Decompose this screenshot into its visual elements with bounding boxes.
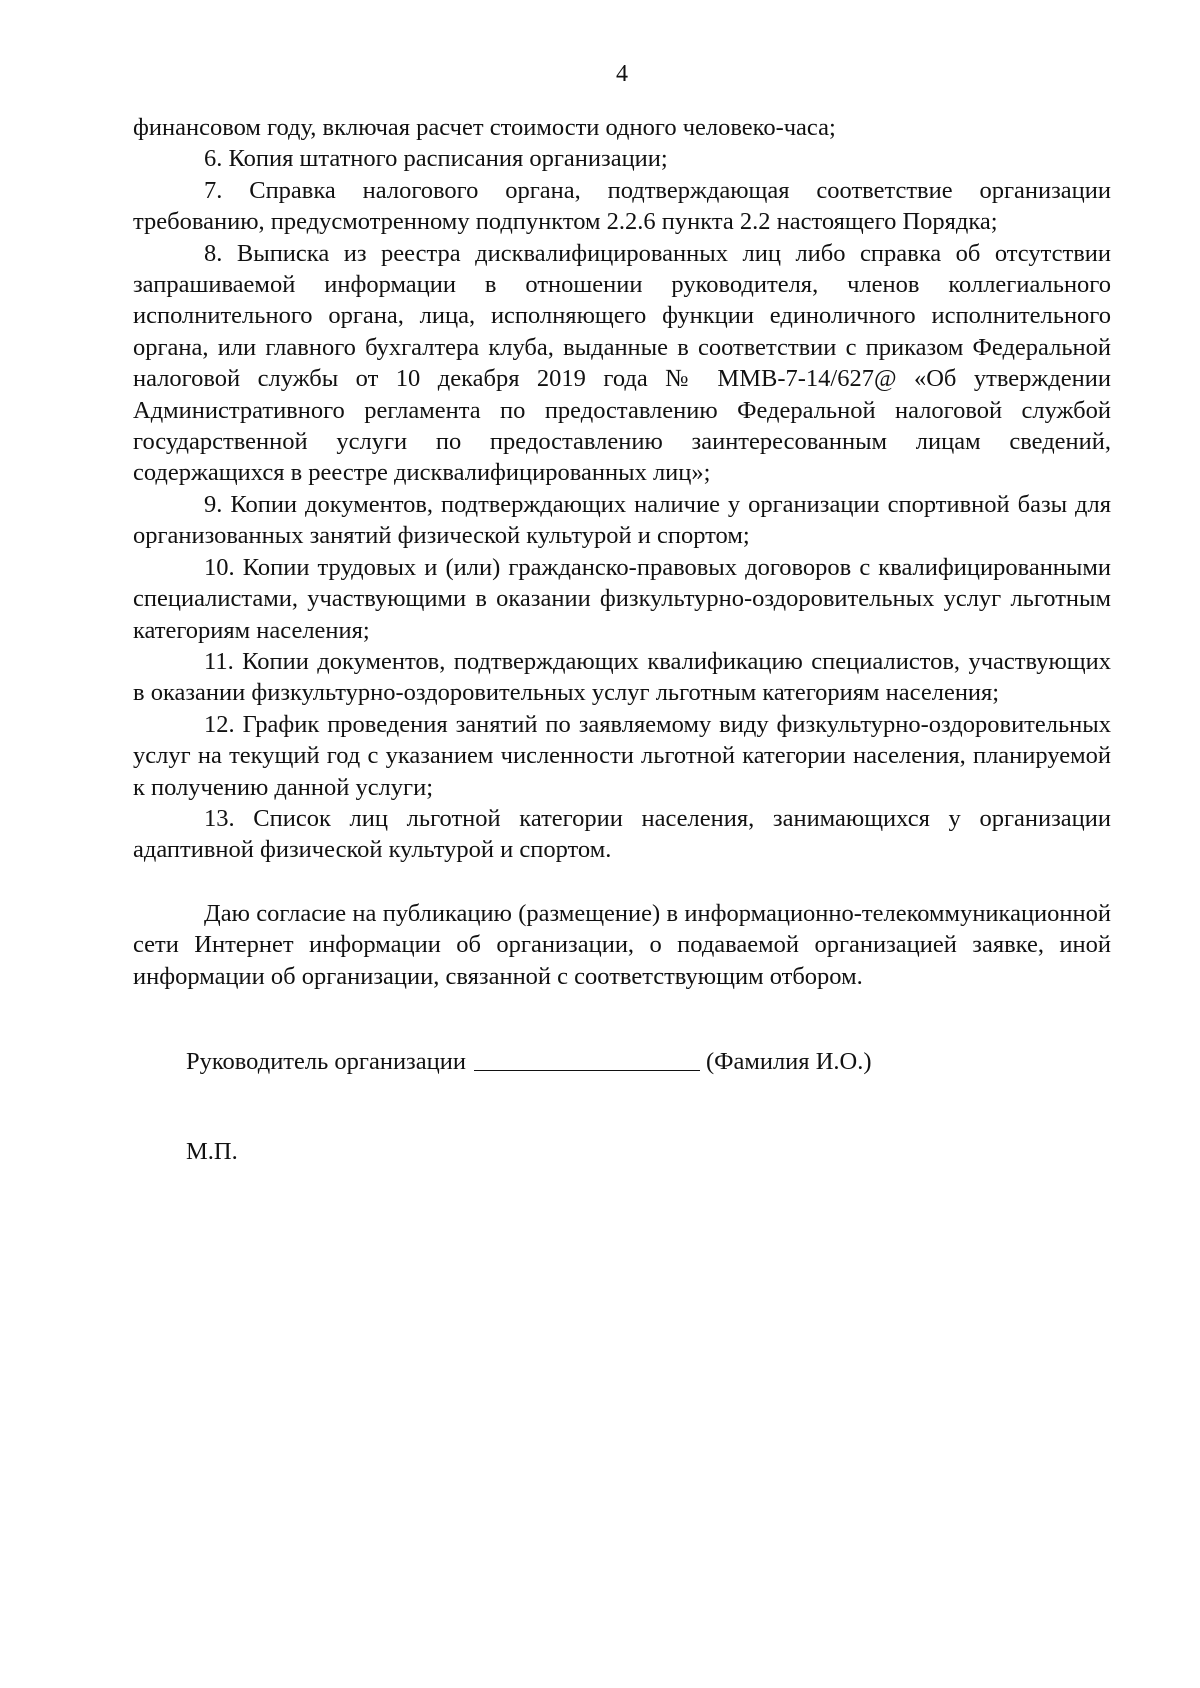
list-item-12: 12. График проведения занятий по заявляемому виду физкультурно-оздоровительных услуг на текущий год с указанием численности льготной категории населения, планируемой к получению данной услуги; [133, 710, 1111, 801]
list-item-7: 7. Справка налогового органа, подтверждающая соответствие организации требованию, предусмотренному подпунктом 2.2.6 пункта 2.2 настоящего Порядка; [133, 176, 1111, 236]
continuation-paragraph: финансовом году, включая расчет стоимости одного человеко-часа; [133, 114, 836, 141]
page-number: 4 [616, 61, 628, 87]
list-item-13: 13. Список лиц льготной категории населения, занимающихся у организации адаптивной физической культурой и спортом. [133, 804, 1111, 864]
list-item-10: 10. Копии трудовых и (или) гражданско-правовых договоров с квалифицированными специалистами, участвующими в оказании физкультурно-оздоровительных услуг льготным категориям населения; [133, 553, 1111, 644]
signature-name-hint: (Фамилия И.О.) [705, 1048, 872, 1075]
signature-label: Руководитель организации [186, 1048, 466, 1075]
list-item-11: 11. Копии документов, подтверждающих квалификацию специалистов, участвующих в оказании физкультурно-оздоровительных услуг льготным категориям населения; [133, 647, 1111, 707]
list-item-9: 9. Копии документов, подтверждающих наличие у организации спортивной базы для организованных занятий физической культурой и спортом; [133, 490, 1111, 550]
stamp-placeholder: М.П. [186, 1138, 238, 1165]
document-body [133, 112, 1111, 992]
signature-line [186, 1046, 871, 1078]
signature-blank [474, 1069, 700, 1071]
list-item-8: 8. Выписка из реестра дисквалифицированных лиц либо справка об отсутствии запрашиваемой информации в отношении руководителя, членов коллегиального исполнительного органа, лица, исполняющего функции единоличного исполнительного органа, или главного бухгалтера клуба, выданные в соответствии с приказом Федеральной налоговой службы от 10 декабря 2019 года № ММВ-7-14/627@ «Об утверждении Административного регламента по предоставлению Федеральной налоговой службой государственной услуги по предоставлению заинтересованным лицам сведений, содержащихся в реестре дисквалифицированных лиц»; [133, 239, 1111, 487]
list-item-6: 6. Копия штатного расписания организации; [204, 145, 668, 173]
consent-paragraph: Даю согласие на публикацию (размещение) в информационно-телекоммуникационной сети Интернет информации об организации, о подаваемой организацией заявке, иной информации об организации, связанной с соответствующим отбором. [133, 899, 1111, 990]
